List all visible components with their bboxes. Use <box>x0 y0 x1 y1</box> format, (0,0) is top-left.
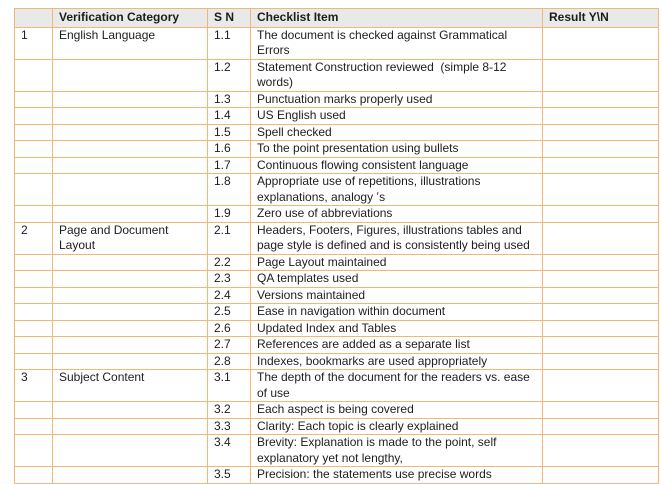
row-number-cell <box>15 59 53 91</box>
result-cell <box>543 370 659 402</box>
checklist-item-cell: Each aspect is being covered <box>251 402 543 419</box>
result-cell <box>543 467 659 484</box>
table-row <box>15 59 659 91</box>
category-cell <box>53 141 208 158</box>
result-cell <box>543 108 659 125</box>
row-number-cell: 3 <box>15 370 53 402</box>
row-number-cell <box>15 271 53 288</box>
header-checklist-item: Checklist Item <box>251 9 543 28</box>
table-row <box>15 206 659 223</box>
table-row <box>15 320 659 337</box>
sn-cell: 2.7 <box>208 337 251 354</box>
checklist-item-cell: Punctuation marks properly used <box>251 91 543 108</box>
row-number-cell <box>15 435 53 467</box>
sn-cell: 2.4 <box>208 287 251 304</box>
category-cell <box>53 91 208 108</box>
table-row <box>15 304 659 321</box>
result-cell <box>543 27 659 59</box>
result-cell <box>543 206 659 223</box>
table-row <box>15 222 659 254</box>
table-row <box>15 287 659 304</box>
checklist-item-cell: Updated Index and Tables <box>251 320 543 337</box>
category-cell <box>53 402 208 419</box>
result-cell <box>543 353 659 370</box>
result-cell <box>543 59 659 91</box>
checklist-item-cell: Indexes, bookmarks are used appropriately <box>251 353 543 370</box>
checklist-item-cell: US English used <box>251 108 543 125</box>
sn-cell: 2.1 <box>208 222 251 254</box>
row-number-cell <box>15 141 53 158</box>
row-number-cell <box>15 353 53 370</box>
result-cell <box>543 287 659 304</box>
row-number-cell <box>15 108 53 125</box>
result-cell <box>543 418 659 435</box>
header-row <box>15 9 659 28</box>
category-cell <box>53 108 208 125</box>
result-cell <box>543 157 659 174</box>
row-number-cell <box>15 206 53 223</box>
row-number-cell <box>15 254 53 271</box>
result-cell <box>543 320 659 337</box>
checklist-item-cell: Precision: the statements use precise words <box>251 467 543 484</box>
result-cell <box>543 337 659 354</box>
sn-cell: 2.3 <box>208 271 251 288</box>
sn-cell: 3.2 <box>208 402 251 419</box>
header-row-number <box>15 9 53 28</box>
category-cell <box>53 59 208 91</box>
header-sn: S N <box>208 9 251 28</box>
row-number-cell <box>15 91 53 108</box>
checklist-item-cell: The depth of the document for the readers vs. ease of use <box>251 370 543 402</box>
checklist-item-cell: Clarity: Each topic is clearly explained <box>251 418 543 435</box>
sn-cell: 1.5 <box>208 124 251 141</box>
category-cell <box>53 337 208 354</box>
sn-cell: 2.6 <box>208 320 251 337</box>
result-cell <box>543 435 659 467</box>
row-number-cell <box>15 337 53 354</box>
checklist-item-cell: Brevity: Explanation is made to the point, self explanatory yet not lengthy, <box>251 435 543 467</box>
checklist-item-cell: To the point presentation using bullets <box>251 141 543 158</box>
checklist-item-cell: Spell checked <box>251 124 543 141</box>
checklist-item-cell: The document is checked against Grammatical Errors <box>251 27 543 59</box>
checklist-table <box>14 8 659 484</box>
table-row <box>15 353 659 370</box>
table-row <box>15 174 659 206</box>
category-cell: English Language <box>53 27 208 59</box>
row-number-cell: 1 <box>15 27 53 59</box>
sn-cell: 3.4 <box>208 435 251 467</box>
result-cell <box>543 174 659 206</box>
table-row <box>15 370 659 402</box>
table-row <box>15 27 659 59</box>
checklist-item-cell: Ease in navigation within document <box>251 304 543 321</box>
checklist-item-cell: Headers, Footers, Figures, illustrations tables and page style is defined and is consistently being used <box>251 222 543 254</box>
sn-cell: 1.2 <box>208 59 251 91</box>
category-cell: Subject Content <box>53 370 208 402</box>
table-row <box>15 108 659 125</box>
table-row <box>15 141 659 158</box>
header-result: Result Y\N <box>543 9 659 28</box>
result-cell <box>543 304 659 321</box>
result-cell <box>543 402 659 419</box>
result-cell <box>543 124 659 141</box>
category-cell <box>53 254 208 271</box>
category-cell <box>53 304 208 321</box>
row-number-cell <box>15 124 53 141</box>
category-cell <box>53 206 208 223</box>
row-number-cell: 2 <box>15 222 53 254</box>
sn-cell: 2.8 <box>208 353 251 370</box>
category-cell <box>53 157 208 174</box>
result-cell <box>543 222 659 254</box>
sn-cell: 2.5 <box>208 304 251 321</box>
table-row <box>15 271 659 288</box>
row-number-cell <box>15 174 53 206</box>
checklist-item-cell: References are added as a separate list <box>251 337 543 354</box>
result-cell <box>543 91 659 108</box>
table-row <box>15 337 659 354</box>
table-row <box>15 91 659 108</box>
sn-cell: 2.2 <box>208 254 251 271</box>
category-cell <box>53 467 208 484</box>
sn-cell: 1.8 <box>208 174 251 206</box>
sn-cell: 3.1 <box>208 370 251 402</box>
category-cell <box>53 174 208 206</box>
checklist-item-cell: QA templates used <box>251 271 543 288</box>
category-cell <box>53 320 208 337</box>
checklist-item-cell: Statement Construction reviewed (simple 8-12 words) <box>251 59 543 91</box>
checklist-item-cell: Appropriate use of repetitions, illustrations explanations, analogy ʼs <box>251 174 543 206</box>
row-number-cell <box>15 467 53 484</box>
table-row <box>15 157 659 174</box>
row-number-cell <box>15 304 53 321</box>
row-number-cell <box>15 287 53 304</box>
sn-cell: 1.1 <box>208 27 251 59</box>
row-number-cell <box>15 402 53 419</box>
table-row <box>15 435 659 467</box>
row-number-cell <box>15 157 53 174</box>
result-cell <box>543 254 659 271</box>
sn-cell: 1.4 <box>208 108 251 125</box>
checklist-item-cell: Continuous flowing consistent language <box>251 157 543 174</box>
category-cell <box>53 435 208 467</box>
result-cell <box>543 271 659 288</box>
checklist-item-cell: Versions maintained <box>251 287 543 304</box>
category-cell <box>53 271 208 288</box>
table-row <box>15 124 659 141</box>
sn-cell: 1.9 <box>208 206 251 223</box>
verification-checklist-table <box>14 8 659 484</box>
checklist-item-cell: Page Layout maintained <box>251 254 543 271</box>
category-cell: Page and Document Layout <box>53 222 208 254</box>
row-number-cell <box>15 320 53 337</box>
row-number-cell <box>15 418 53 435</box>
category-cell <box>53 124 208 141</box>
table-row <box>15 254 659 271</box>
sn-cell: 3.5 <box>208 467 251 484</box>
category-cell <box>53 287 208 304</box>
table-row <box>15 418 659 435</box>
sn-cell: 1.6 <box>208 141 251 158</box>
result-cell <box>543 141 659 158</box>
table-row <box>15 402 659 419</box>
category-cell <box>53 418 208 435</box>
sn-cell: 3.3 <box>208 418 251 435</box>
header-verification-category: Verification Category <box>53 9 208 28</box>
table-row <box>15 467 659 484</box>
sn-cell: 1.3 <box>208 91 251 108</box>
sn-cell: 1.7 <box>208 157 251 174</box>
checklist-item-cell: Zero use of abbreviations <box>251 206 543 223</box>
category-cell <box>53 353 208 370</box>
